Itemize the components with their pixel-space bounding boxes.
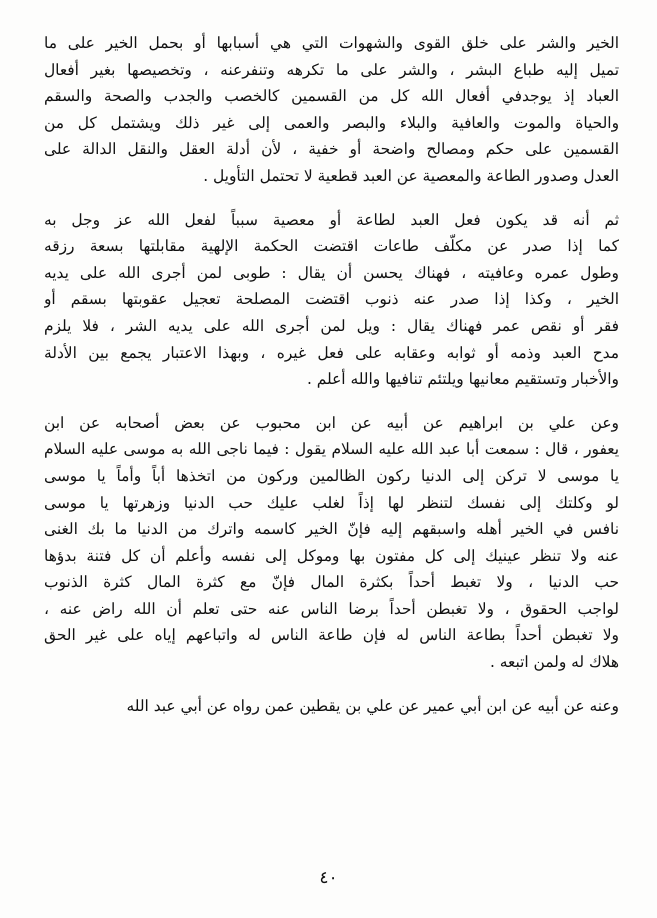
text-line: القسمين على حكم ومصالح واضحة أو خفية ، لأن أدلة العقل والنقل الدالة على (44, 140, 619, 159)
paragraph-spacer (44, 393, 619, 410)
paragraph-spacer (44, 190, 619, 207)
page-number: ٤٠ (319, 868, 338, 888)
text-line: مدح العبد وذمه أو ثوابه وعقابه على فعل غيره ، وبهذا الاعتبار يجمع بين الأدلة (44, 343, 619, 362)
text-line: تميل إليه طباع البشر ، والشر على ما تكرهه وتنفرعنه ، وتخصيصها بغير أفعال (44, 60, 619, 79)
text-line: وطول عمره وعافيته ، فهناك يحسن أن يقال : طوبى لمن أجرى الله على يديه (44, 263, 619, 282)
text-line: فقر أو نقص عمر فهناك يقال : ويل لمن أجرى الله على يديه الشر ، فلا يلزم (44, 316, 619, 335)
text-line: العباد إذ يوجدفي أفعال الله كل من القسمين كالخصب والجدب والصحة والسقم (44, 87, 619, 106)
paragraph-spacer (44, 676, 619, 693)
text-line: لو وكلتك إلى نفسك لتنظر لها إذاً لغلب عليك حب الدنيا وزهرتها يا موسى (44, 493, 619, 512)
text-line: لواجب الحقوق ، ولا تغبطن أحداً برضا الناس عنه حتى تعلم أن الله راض عنه ، (44, 599, 619, 618)
text-line: ولا تغبطن أحداً بطاعة الناس له فإن طاعة الناس له واتباعهم إياه على غير الحق (44, 626, 619, 645)
text-line: نافس في الخير أهله واسبقهم إليه فإنّ الخير كاسمه واترك من الدنيا ما بك الغنى (44, 520, 619, 539)
paragraph-2 (44, 207, 619, 393)
text-line: العدل وصدور الطاعة والمعصية عن العبد قطعية لا تحتمل التأويل . (203, 166, 619, 185)
text-line: ثم أنه قد يكون فعل العبد لطاعة أو معصية سبباً لفعل الله عز وجل به (44, 210, 619, 229)
text-line: الخير ، وكذا إذا صدر عنه ذنوب اقتضت المصلحة تعجيل عقوبتها بسقم أو (44, 290, 619, 309)
text-line: كما إذا صدر عن مكلّف طاعات اقتضت الحكمة الإلهية مقابلتها بسعة رزقه (44, 237, 619, 256)
paragraph-4 (44, 693, 619, 720)
paragraph-3 (44, 410, 619, 676)
text-line: والأخبار وتستقيم معانيها ويلتئم تنافيها والله أعلم . (306, 370, 619, 389)
body-text (44, 30, 619, 719)
text-line: عنه ولا تنظر عينيك إلى كل مفتون بها وموكل إلى نفسه وأعلم أن كل فتنة بدؤها (44, 546, 619, 565)
text-line: يعفور ، قال : سمعت أبا عبد الله عليه السلام يقول : فيما ناجى الله به موسى عليه السلام (44, 440, 619, 459)
text-line: الخير والشر على خلق القوى والشهوات التي هي أسبابها أو بحمل الخير على ما (44, 34, 619, 52)
text-line: يا موسى لا تركن إلى الدنيا ركون الظالمين وركون من اتخذها أباً وأماً يا موسى (44, 466, 619, 485)
text-line: وعن علي بن ابراهيم عن أبيه عن ابن محبوب عن بعض أصحابه عن ابن (44, 413, 619, 432)
text-line: حب الدنيا ، ولا تغبط أحداً بكثرة المال فإنّ مع كثرة المال كثرة الذنوب (44, 573, 619, 592)
paragraph-1 (44, 30, 619, 190)
text-line: وعنه عن أبيه عن ابن أبي عمير عن علي بن يقطين عمن رواه عن أبي عبد الله (126, 696, 619, 715)
text-line: هلاك له ولمن اتبعه . (489, 653, 619, 672)
text-line: والحياة والموت والعافية والبلاء والبصر والعمى إلى غير ذلك ويشتمل كل من (44, 113, 619, 132)
